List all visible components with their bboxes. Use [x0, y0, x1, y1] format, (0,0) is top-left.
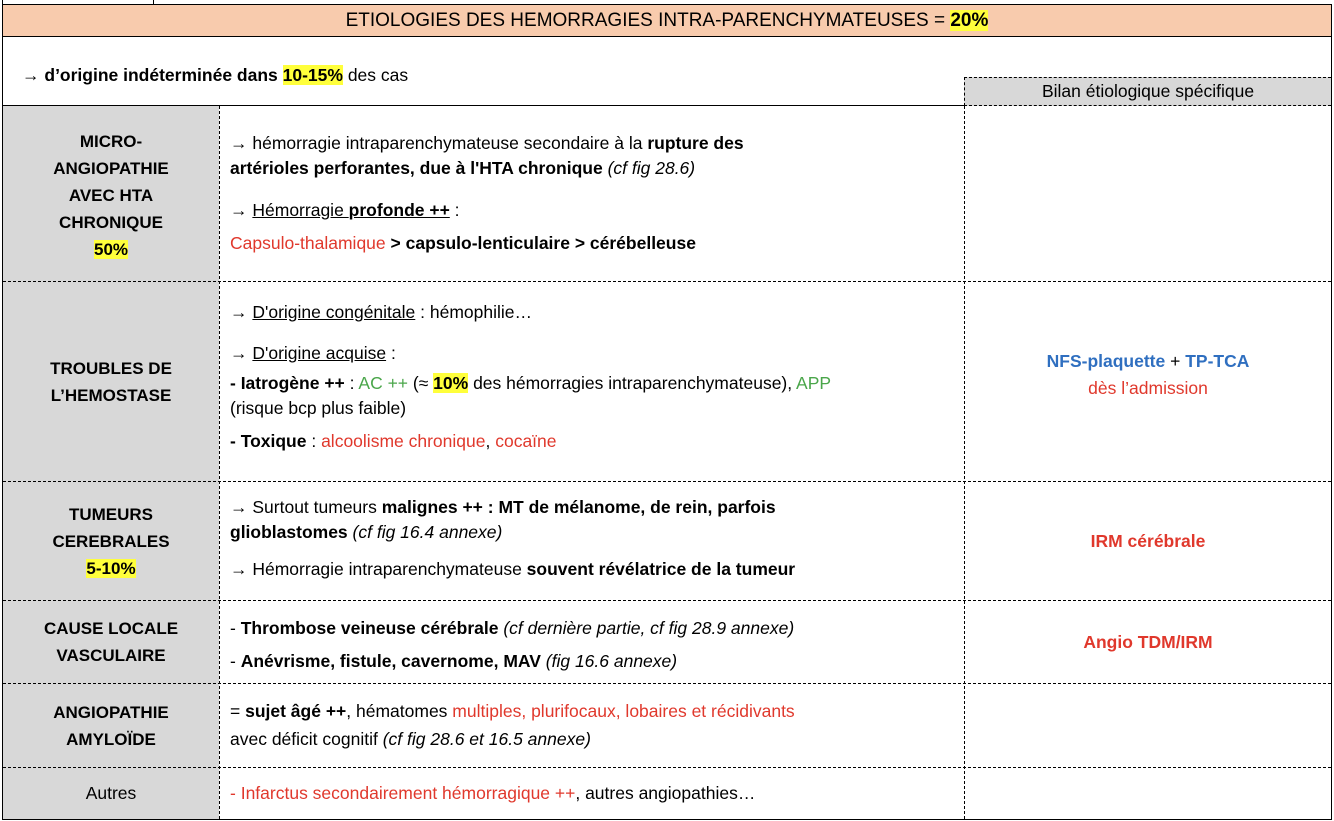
row-bilan-hemostase: NFS-plaquette + TP-TCA dès l’admission [1046, 351, 1250, 398]
bilan-column-header: Bilan étiologique spécifique [964, 77, 1331, 106]
row-content-hemostase: → D'origine congénitale : hémophilie… → D'origine acquise : - Iatrogène ++ : AC ++ (≈ 10% des hémorragies intraparenchymateuse), APP (risque bcp plus faible) - Toxique : alcoolisme chronique, cocaïne [230, 302, 832, 451]
column-separator [964, 106, 965, 819]
row-label-hemostase: TROUBLES DE L’HEMOSTASE [50, 358, 172, 405]
intro-line: → d’origine indéterminée dans 10-15% des cas [22, 65, 409, 85]
row-label-angiopathie-amyloide: ANGIOPATHIE AMYLOÏDE [53, 702, 169, 749]
row-content-microangiopathie: → hémorragie intraparenchymateuse secondaire à la rupture des artérioles perforantes, due à l'HTA chronique (cf fig 28.6) → Hémorragie profonde ++ : Capsulo-thalamique > capsulo-lenticulaire > cérébelleuse [230, 133, 744, 253]
row-content-tumeurs: → Surtout tumeurs malignes ++ : MT de mélanome, de rein, parfois glioblastomes (cf fig 16.4 annexe) → Hémorragie intraparenchymateuse souvent révélatrice de la tumeur [230, 497, 796, 579]
page-title: ETIOLOGIES DES HEMORRAGIES INTRA-PARENCHYMATEUSES = 20% [345, 9, 989, 31]
column-separator [219, 106, 220, 819]
row-label-tumeurs: TUMEURS CEREBRALES 5-10% [52, 504, 170, 578]
row-content-angiopathie-amyloide: = sujet âgé ++, hématomes multiples, plurifocaux, lobaires et récidivants avec déficit cognitif (cf fig 28.6 et 16.5 annexe) [230, 701, 795, 749]
row-label-microangiopathie: MICRO- ANGIOPATHIE AVEC HTA CHRONIQUE 50% [53, 131, 169, 259]
row-bilan-cause-locale: Angio TDM/IRM [1083, 631, 1213, 652]
row-label-cause-locale: CAUSE LOCALE VASCULAIRE [43, 619, 179, 665]
row-content-cause-locale: - Thrombose veineuse cérébrale (cf dernière partie, cf fig 28.9 annexe) - Anévrisme, fistule, cavernome, MAV (fig 16.6 annexe) [230, 618, 795, 671]
row-content-autres: - Infarctus secondairement hémorragique ++, autres angiopathies… [230, 783, 756, 803]
table-header [2, 4, 1332, 37]
table-right-border [1331, 37, 1332, 820]
row-label-autres: Autres [85, 783, 137, 803]
table-bottom-border [2, 819, 1332, 820]
row-bilan-tumeurs: IRM cérébrale [1090, 530, 1206, 551]
